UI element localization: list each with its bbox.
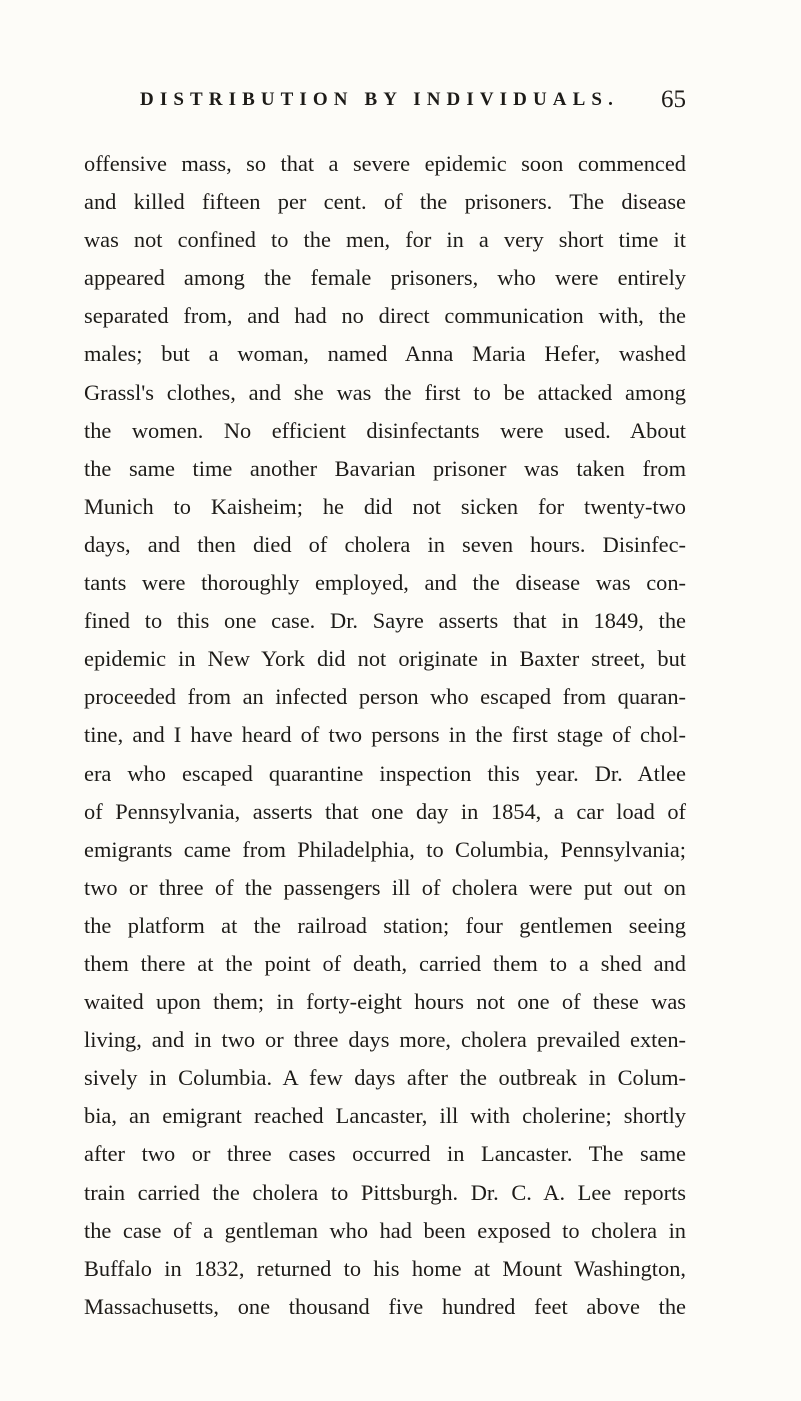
text-line: era who escaped quarantine inspection this year. Dr. Atlee xyxy=(84,760,686,786)
text-line: days, and then died of cholera in seven hours. Disinfec- xyxy=(84,531,686,557)
text-line: living, and in two or three days more, cholera prevailed exten- xyxy=(84,1027,686,1053)
text-line: proceeded from an infected person who escaped from quaran- xyxy=(84,684,686,710)
text-line: Massachusetts, one thousand five hundred feet above the xyxy=(84,1293,686,1319)
running-title: DISTRIBUTION BY INDIVIDUALS. xyxy=(140,89,619,110)
running-head xyxy=(140,86,686,116)
text-line: was not confined to the men, for in a very short time it xyxy=(84,227,686,253)
text-line: the women. No efficient disinfectants were used. About xyxy=(84,417,686,443)
text-line: Buffalo in 1832, returned to his home at Mount Washington, xyxy=(84,1255,686,1281)
text-line: the same time another Bavarian prisoner was taken from xyxy=(84,455,686,481)
text-line: the platform at the railroad station; four gentlemen seeing xyxy=(84,912,686,938)
text-line: two or three of the passengers ill of cholera were put out on xyxy=(84,874,686,900)
text-line: them there at the point of death, carried them to a shed and xyxy=(84,950,686,976)
text-line: epidemic in New York did not originate in Baxter street, but xyxy=(84,646,686,672)
text-line: bia, an emigrant reached Lancaster, ill with cholerine; shortly xyxy=(84,1103,686,1129)
text-line: tants were thoroughly employed, and the disease was con- xyxy=(84,570,686,596)
text-line: emigrants came from Philadelphia, to Columbia, Pennsylvania; xyxy=(84,836,686,862)
text-line: fined to this one case. Dr. Sayre asserts that in 1849, the xyxy=(84,608,686,634)
text-line: appeared among the female prisoners, who were entirely xyxy=(84,265,686,291)
text-line: males; but a woman, named Anna Maria Hefer, washed xyxy=(84,341,686,367)
text-line: tine, and I have heard of two persons in the first stage of chol- xyxy=(84,722,686,748)
text-line: after two or three cases occurred in Lancaster. The same xyxy=(84,1141,686,1167)
text-line: and killed fifteen per cent. of the prisoners. The disease xyxy=(84,189,686,215)
text-line: offensive mass, so that a severe epidemic soon commenced xyxy=(84,151,686,176)
text-line: Munich to Kaisheim; he did not sicken for twenty-two xyxy=(84,493,686,519)
text-line: waited upon them; in forty-eight hours not one of these was xyxy=(84,989,686,1015)
text-line: Grassl's clothes, and she was the first to be attacked among xyxy=(84,379,686,405)
text-line: sively in Columbia. A few days after the outbreak in Colum- xyxy=(84,1065,686,1091)
text-line: separated from, and had no direct communication with, the xyxy=(84,303,686,329)
text-line: of Pennsylvania, asserts that one day in 1854, a car load of xyxy=(84,798,686,824)
text-line: train carried the cholera to Pittsburgh. Dr. C. A. Lee reports xyxy=(84,1179,686,1205)
page-number: 65 xyxy=(661,86,686,113)
body-text xyxy=(84,145,686,1326)
text-line: the case of a gentleman who had been exposed to cholera in xyxy=(84,1217,686,1243)
